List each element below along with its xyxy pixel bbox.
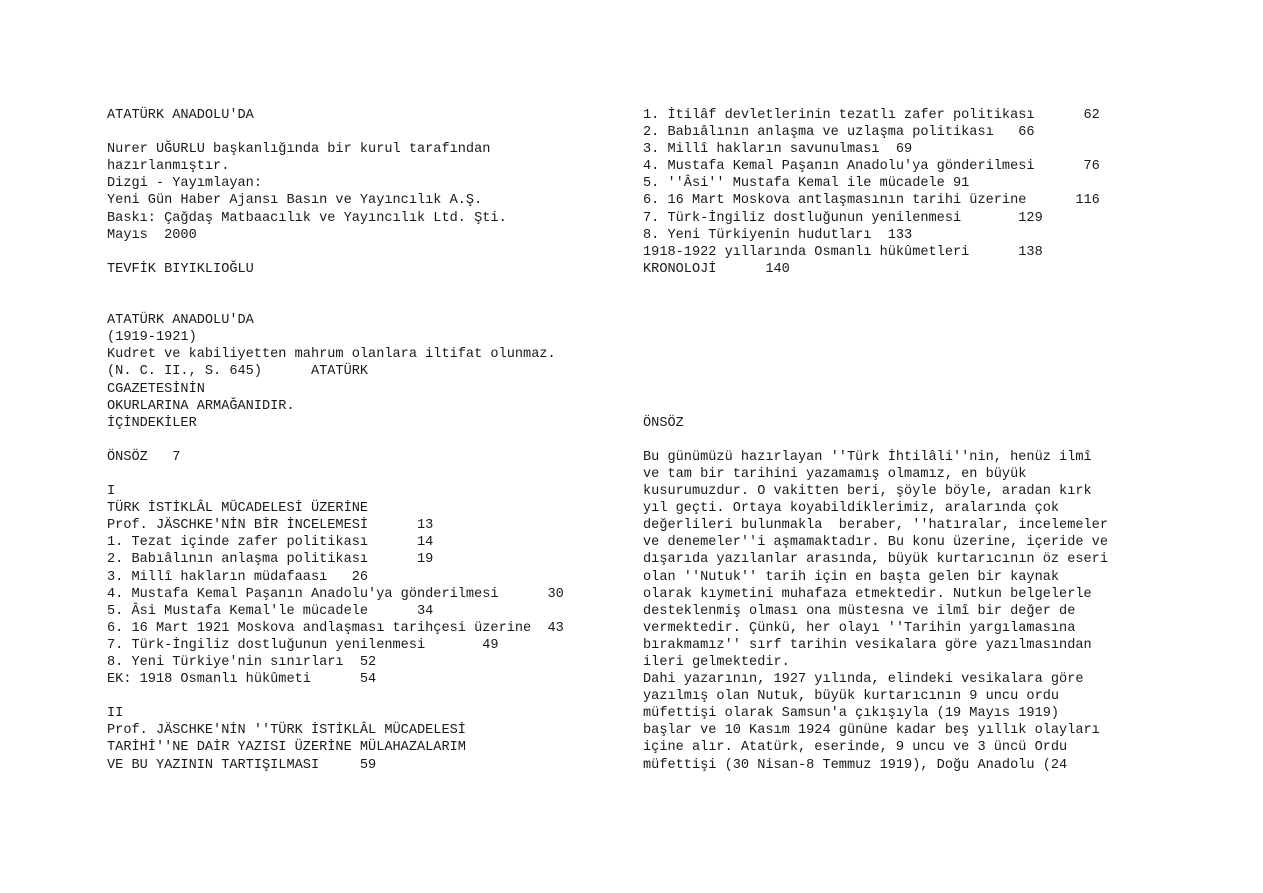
right-column-line: 8. Yeni Türkiyenin hudutları 133 (643, 227, 913, 243)
left-column-line: TARİHİ''NE DAİR YAZISI ÜZERİNE MÜLAHAZALARIM (107, 740, 466, 756)
left-column-line: (1919-1921) (107, 330, 197, 346)
right-column-line (643, 381, 1163, 398)
left-column-line: 4. Mustafa Kemal Paşanın Anadolu'ya gönderilmesi 30 (107, 586, 564, 602)
right-column-line (643, 312, 1163, 329)
left-column-line: Prof. JÄSCHKE'NİN ''TÜRK İSTİKLÂL MÜCADELESİ (107, 723, 466, 739)
right-column-line: ve tam bir tarihini yazamamış olmamız, en büyük (643, 466, 1027, 482)
right-column-line: 3. Millî hakların savunulması 69 (643, 142, 913, 158)
right-column-line (643, 398, 1163, 415)
right-column-line: 6. 16 Mart Moskova antlaşmasının tarihi üzerine 116 (643, 193, 1100, 209)
right-column-line: yazılmış olan Nutuk, büyük kurtarıcının 9 uncu ordu (643, 689, 1060, 705)
left-column-line: Nurer UĞURLU başkanlığında bir kurul tarafından (107, 142, 491, 158)
left-column-line (107, 278, 617, 295)
right-column-line: müfettişi (30 Nisan-8 Temmuz 1919), Doğu Anadolu (24 (643, 757, 1068, 773)
left-column-line: ÖNSÖZ 7 (107, 449, 181, 465)
left-column-line: Yeni Gün Haber Ajansı Basın ve Yayıncılık A.Ş. (107, 193, 483, 209)
right-column-line: kusurumuzdur. O vakitten beri, şöyle böyle, aradan kırk (643, 484, 1092, 500)
left-column-line: TÜRK İSTİKLÂL MÜCADELESİ ÜZERİNE (107, 501, 369, 517)
left-column-line (107, 295, 617, 312)
right-column-line: müfettişi olarak Samsun'a çıkışıyla (19 Mayıs 1919) (643, 706, 1060, 722)
left-column-line (107, 432, 617, 449)
left-column-line: CGAZETESİNİN (107, 381, 205, 397)
left-column-line: II (107, 706, 124, 722)
left-column-line (107, 244, 617, 261)
right-column-line: bırakmamız'' sırf tarihin vesikalara göre yazılmasından (643, 637, 1092, 653)
right-column-line (643, 432, 1163, 449)
right-column-line: ve denemeler''i aşmamaktadır. Bu konu üzerine, içeride ve (643, 535, 1108, 551)
left-column-line (107, 466, 617, 483)
left-column-line: OKURLARINA ARMAĞANIDIR. (107, 398, 295, 414)
left-column-line: EK: 1918 Osmanlı hükûmeti 54 (107, 672, 377, 688)
right-column-line: 4. Mustafa Kemal Paşanın Anadolu'ya gönderilmesi 76 (643, 159, 1100, 175)
left-column-line: Baskı: Çağdaş Matbaacılık ve Yayıncılık Ltd. Şti. (107, 210, 507, 226)
right-column-line: Dahi yazarının, 1927 yılında, elindeki vesikalara göre (643, 672, 1084, 688)
left-column-line: Dizgi - Yayımlayan: (107, 176, 262, 192)
right-column-line: KRONOLOJİ 140 (643, 261, 790, 277)
right-column-line (643, 363, 1163, 380)
right-column-line: 7. Türk-İngiliz dostluğunun yenilenmesi 129 (643, 210, 1043, 226)
left-column-line: Kudret ve kabiliyetten mahrum olanlara iltifat olunmaz. (107, 347, 556, 363)
right-column-line: dışarıda yazılanlar arasında, büyük kurtarıcının öz eseri (643, 552, 1108, 568)
left-column-line: 8. Yeni Türkiye'nin sınırları 52 (107, 655, 377, 670)
right-column-line: olan ''Nutuk'' tarih için en başta gelen bir kaynak (643, 569, 1060, 585)
left-column-line: TEVFİK BIYIKLIOĞLU (107, 261, 254, 277)
right-column-line (643, 329, 1163, 346)
right-column-line: vermektedir. Çünkü, her olayı ''Tarihin yargılamasına (643, 620, 1076, 636)
left-column-line: (N. C. II., S. 645) ATATÜRK (107, 364, 369, 380)
right-column-line (643, 278, 1163, 295)
left-column-line: ATATÜRK ANADOLU'DA (107, 108, 254, 123)
left-column-line: 5. Âsi Mustafa Kemal'le mücadele 34 (107, 603, 434, 619)
right-column (643, 107, 1163, 774)
left-column-line: 6. 16 Mart 1921 Moskova andlaşması tarihçesi üzerine 43 (107, 620, 564, 636)
left-column-line: hazırlanmıştır. (107, 159, 230, 175)
left-column-line: 3. Millî hakların müdafaası 26 (107, 569, 369, 585)
left-column-line: Prof. JÄSCHKE'NİN BİR İNCELEMESİ 13 (107, 518, 434, 534)
left-column (107, 107, 617, 774)
right-column-line: olarak kıymetini muhafaza etmektedir. Nutkun belgelerle (643, 586, 1092, 602)
left-column-line: VE BU YAZININ TARTIŞILMASI 59 (107, 757, 377, 773)
left-column-line: ATATÜRK ANADOLU'DA (107, 313, 254, 329)
right-column-line: 5. ''Âsi'' Mustafa Kemal ile mücadele 91 (643, 176, 970, 192)
right-column-line (643, 295, 1163, 312)
left-column-line: I (107, 484, 116, 500)
right-column-line: içine alır. Atatürk, eserinde, 9 uncu ve 3 üncü Ordu (643, 740, 1068, 756)
right-column-line: Bu günümüzü hazırlayan ''Türk İhtilâli''nin, henüz ilmî (643, 449, 1092, 465)
left-column-line (107, 688, 617, 705)
right-column-line: yıl geçti. Ortaya koyabildiklerimiz, aralarında çok (643, 501, 1060, 517)
right-column-line: 2. Babıâlının anlaşma ve uzlaşma politikası 66 (643, 125, 1035, 141)
left-column-line: İÇİNDEKİLER (107, 415, 197, 431)
left-column-line: 1. Tezat içinde zafer politikası 14 (107, 535, 434, 551)
right-column-line: ileri gelmektedir. (643, 655, 790, 670)
right-column-line: değerlileri bulunmakla beraber, ''hatıralar, incelemeler (643, 518, 1108, 534)
right-column-line: desteklenmiş olması ona müstesna ve ilmî bir değer de (643, 603, 1076, 619)
right-column-line (643, 346, 1163, 363)
left-column-line: 7. Türk-İngiliz dostluğunun yenilenmesi 49 (107, 637, 499, 653)
left-column-line: 2. Babıâlının anlaşma politikası 19 (107, 552, 434, 568)
right-column-line: ÖNSÖZ (643, 415, 684, 431)
right-column-line: 1. İtilâf devletlerinin tezatlı zafer politikası 62 (643, 108, 1100, 123)
left-column-line (107, 124, 617, 141)
right-column-line: başlar ve 10 Kasım 1924 gününe kadar beş yıllık olayları (643, 723, 1100, 739)
right-column-line: 1918-1922 yıllarında Osmanlı hükûmetleri 138 (643, 244, 1043, 260)
left-column-line: Mayıs 2000 (107, 227, 197, 243)
